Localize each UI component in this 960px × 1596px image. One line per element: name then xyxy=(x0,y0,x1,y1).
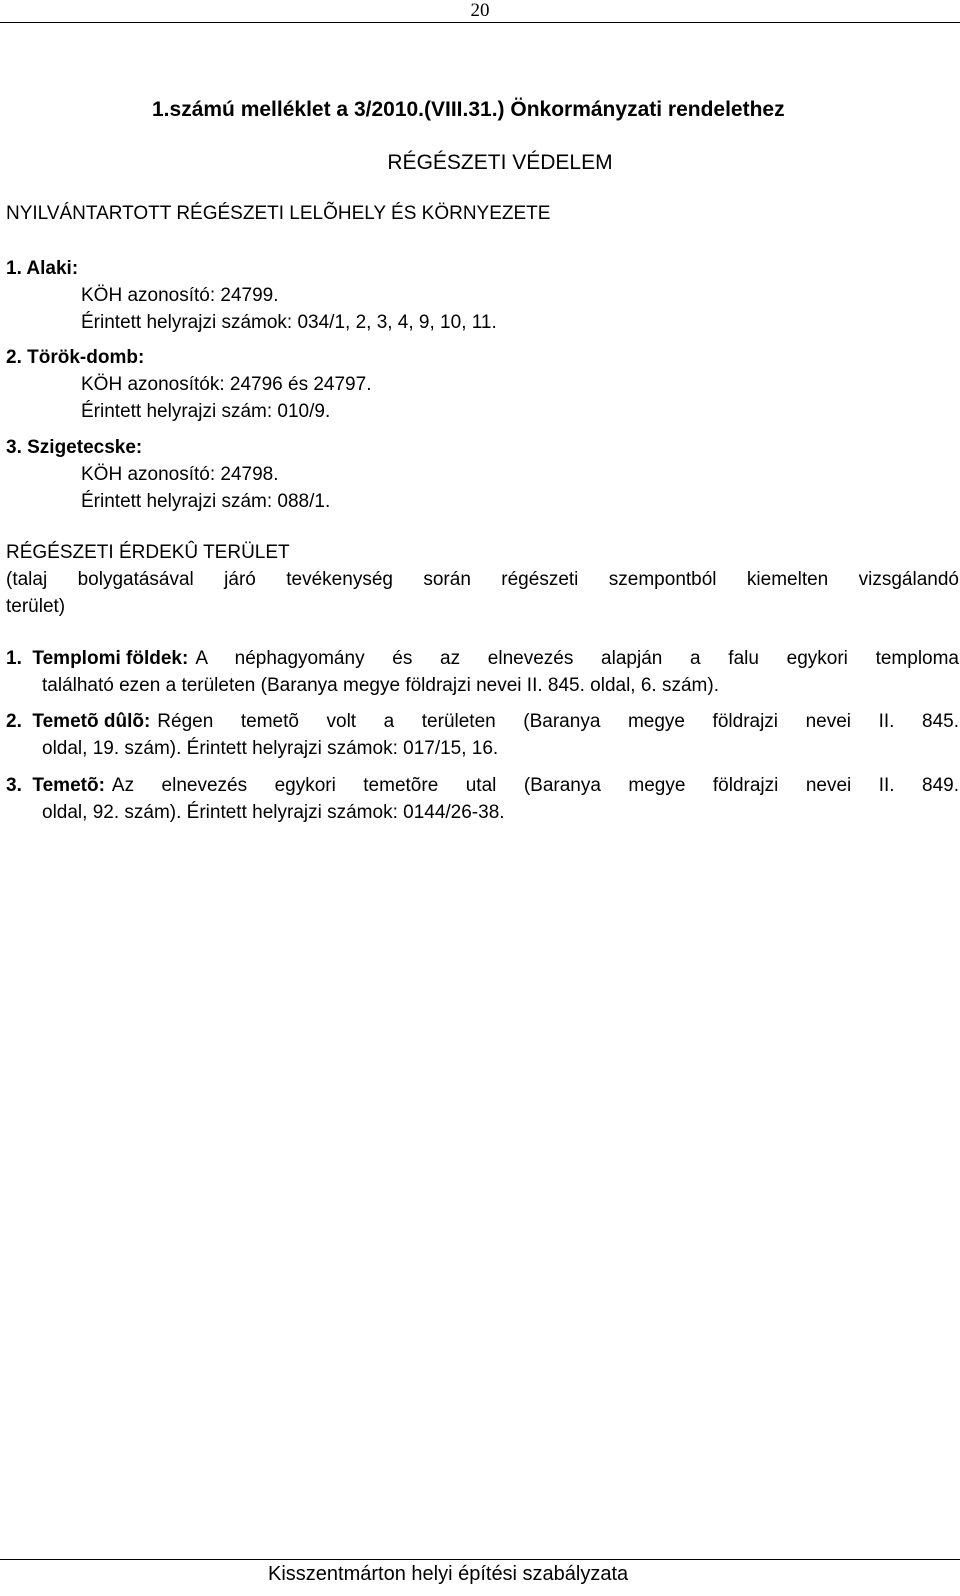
item-name: Templomi földek: xyxy=(32,648,189,669)
interest-subtitle-line-1: (talaj bolygatásával járó tevékenység során régészeti szempontból kiemelten vizsgálandó xyxy=(6,569,959,590)
site-3-line-2: Érintett helyrajzi szám: 088/1. xyxy=(81,491,331,512)
item-number: 2. xyxy=(6,711,22,732)
interest-item-3-line-1 xyxy=(6,774,959,798)
item-name: Temetõ: xyxy=(32,775,105,796)
site-2-line-1: KÖH azonosítók: 24796 és 24797. xyxy=(81,374,372,395)
item-name: Temetõ dûlõ: xyxy=(32,711,151,732)
site-1-line-1: KÖH azonosító: 24799. xyxy=(81,285,279,306)
interest-item-3-line-2: oldal, 92. szám). Érintett helyrajzi számok: 0144/26-38. xyxy=(42,802,505,823)
annex-title: 1.számú melléklet a 3/2010.(VIII.31.) Önkormányzati rendelethez xyxy=(152,98,785,121)
item-text: Az elnevezés egykori temetõre utal (Baranya megye földrajzi nevei II. 849. xyxy=(111,775,959,796)
section-title: RÉGÉSZETI VÉDELEM xyxy=(387,151,613,174)
header-divider xyxy=(0,22,960,23)
item-number: 1. xyxy=(6,648,22,669)
footer-text: Kisszentmárton helyi építési szabályzata xyxy=(268,1563,629,1585)
site-1-line-2: Érintett helyrajzi számok: 034/1, 2, 3, 4, 9, 10, 11. xyxy=(81,312,497,333)
site-2-title: 2. Török-domb: xyxy=(6,347,145,368)
interest-item-2-line-2: oldal, 19. szám). Érintett helyrajzi számok: 017/15, 16. xyxy=(42,738,499,759)
registered-heading: NYILVÁNTARTOTT RÉGÉSZETI LELÕHELY ÉS KÖRNYEZETE xyxy=(6,203,551,224)
site-3-title: 3. Szigetecske: xyxy=(6,437,143,458)
page-number: 20 xyxy=(470,0,490,21)
item-text: Régen temetõ volt a területen (Baranya megye földrajzi nevei II. 845. xyxy=(157,711,959,732)
footer-divider xyxy=(0,1559,960,1560)
interest-item-1-line-1 xyxy=(6,647,959,671)
item-text: A néphagyomány és az elnevezés alapján a falu egykori temploma xyxy=(195,648,959,669)
interest-heading: RÉGÉSZETI ÉRDEKÛ TERÜLET xyxy=(6,542,290,563)
item-number: 3. xyxy=(6,775,22,796)
site-2-line-2: Érintett helyrajzi szám: 010/9. xyxy=(81,401,331,422)
interest-item-2-line-1 xyxy=(6,710,959,734)
interest-item-1-line-2: található ezen a területen (Baranya megye földrajzi nevei II. 845. oldal, 6. szám). xyxy=(42,675,719,696)
site-1-title: 1. Alaki: xyxy=(6,258,79,279)
interest-subtitle-line-2: terület) xyxy=(6,596,66,617)
site-3-line-1: KÖH azonosító: 24798. xyxy=(81,464,279,485)
